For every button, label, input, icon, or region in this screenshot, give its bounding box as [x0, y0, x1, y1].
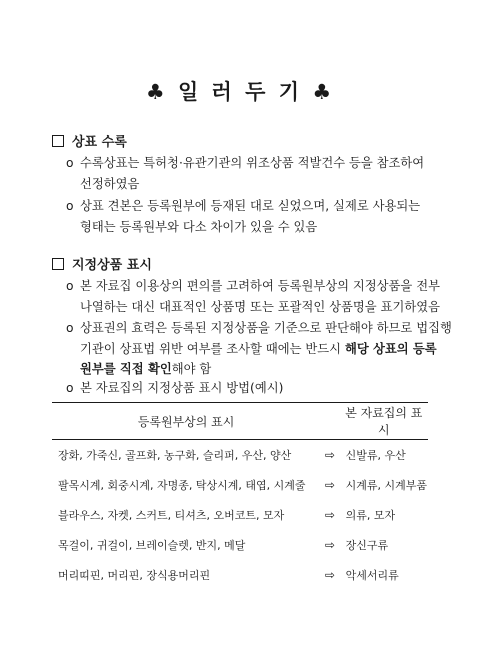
text-line: 수록상표는 특허청·유관기관의 위조상품 적발건수 등을 참조하여: [80, 156, 425, 170]
table-cell-registry: 목걸이, 귀걸이, 브레이슬렛, 반지, 메달: [58, 539, 246, 552]
emphasis-text: 원부를 직접 확인: [80, 362, 172, 376]
table-header-row: [52, 403, 428, 440]
text-line: 형태는 등록원부와 다소 차이가 있을 수 있음: [80, 219, 318, 234]
text-line: 상표 견본은 등록원부에 등재된 대로 싣었으며, 실제로 사용되는: [80, 199, 421, 213]
table-cell-registry: 팔목시계, 회중시계, 자명종, 탁상시계, 태엽, 시계줄: [58, 479, 306, 492]
bullet-mark: o: [66, 199, 74, 213]
arrow-right-icon: ⇨: [324, 508, 335, 522]
arrow-right-icon: ⇨: [324, 478, 335, 492]
example-table: [52, 402, 428, 590]
table-header-booklet: 본 자료집의 표시: [340, 403, 428, 440]
list-item: [66, 318, 452, 380]
table-cell-registry: 머리띠핀, 머리핀, 장식용머리핀: [58, 569, 211, 582]
table-cell-booklet: 신발류, 우산: [345, 449, 406, 462]
table-cell-booklet: 시계류, 시계부품: [345, 479, 427, 492]
arrow-right-icon: ⇨: [324, 538, 335, 552]
page-title: ♣ 일 러 두 기 ♣: [145, 80, 335, 104]
table-row: [52, 470, 428, 500]
text-line: 선정하였음: [80, 176, 140, 191]
table-cell-booklet: 악세서리류: [345, 569, 399, 582]
emphasis-text: 해당 상표의 등록: [344, 341, 437, 356]
bullet-mark: o: [66, 279, 74, 293]
list-item: [66, 276, 446, 317]
list-item: [66, 378, 446, 399]
text-line: 상표권의 효력은 등록된 지정상품을 기준으로 판단해야 하므로 법집행: [80, 321, 452, 335]
list-item: [66, 196, 446, 237]
text-line: 나열하는 대신 대표적인 상품명 또는 포괄적인 상품명을 표기하였음: [80, 299, 440, 314]
arrow-right-icon: ⇨: [324, 568, 335, 582]
square-bullet-icon: [52, 258, 64, 270]
text-run: 기관이 상표법 위반 여부를 조사할 때에는 반드시: [80, 341, 345, 356]
arrow-right-icon: ⇨: [324, 448, 335, 462]
text-line: 본 자료집의 지정상품 표시 방법(예시): [80, 381, 284, 395]
table-row: [52, 500, 428, 530]
table-cell-booklet: 장신구류: [345, 539, 389, 552]
table-row: [52, 530, 428, 560]
table-cell-registry: 장화, 가죽신, 골프화, 농구화, 슬리퍼, 우산, 양산: [58, 449, 292, 462]
text-line: [80, 339, 446, 360]
section-heading-label: 지정상품 표시: [72, 258, 152, 273]
table-cell-booklet: 의류, 모자: [345, 509, 396, 522]
section-heading-label: 상표 수록: [72, 135, 127, 150]
square-bullet-icon: [52, 135, 64, 147]
list-item: [66, 153, 446, 194]
table-header-registry: 등록원부상의 표시: [52, 403, 320, 440]
table-row: [52, 440, 428, 471]
text-line: [80, 359, 446, 380]
table-cell-registry: 블라우스, 자켓, 스커트, 티셔츠, 오버코트, 모자: [58, 509, 285, 522]
bullet-mark: o: [66, 321, 74, 335]
bullet-mark: o: [66, 156, 74, 170]
bullet-mark: o: [66, 381, 74, 395]
text-line: 본 자료집 이용상의 편의를 고려하여 등록원부상의 지정상품을 전부: [80, 279, 440, 293]
text-run: 해야 함: [171, 362, 212, 376]
section-heading-trademark: [52, 131, 127, 150]
table-header-spacer: [320, 403, 340, 440]
section-heading-designated-goods: [52, 254, 152, 273]
table-row: [52, 560, 428, 590]
